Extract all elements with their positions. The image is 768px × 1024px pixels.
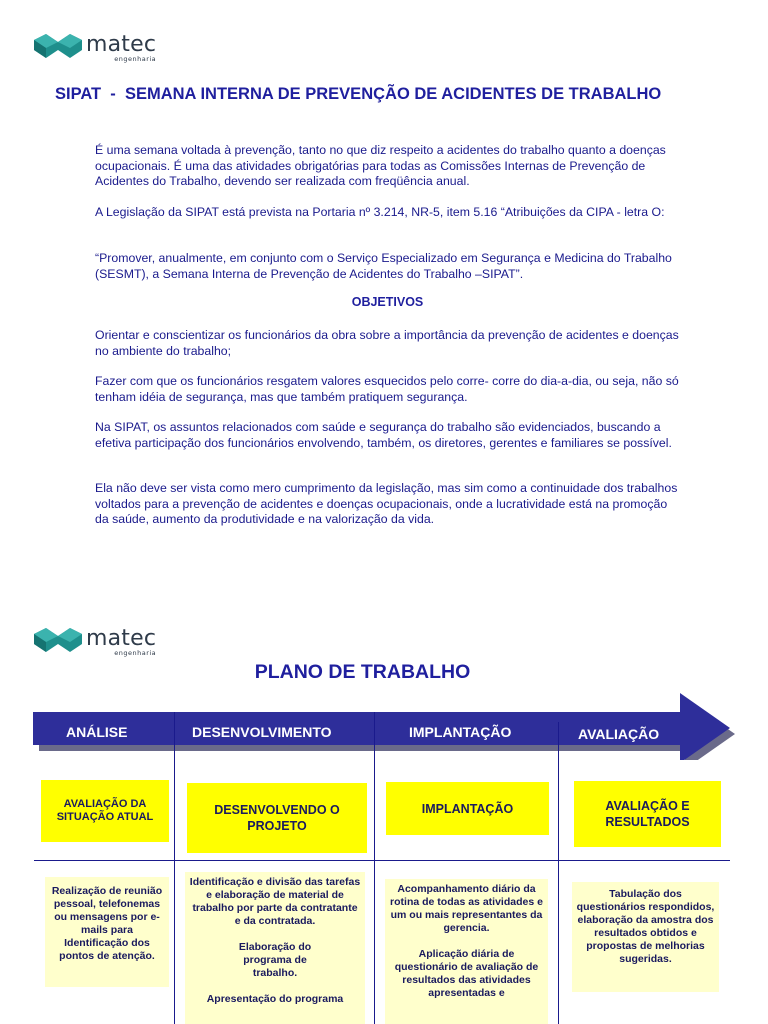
detail-analise-text: Realização de reunião pessoal, telefonemas ou mensagens por e-mails para Identificação dos pontos de atenção.	[51, 885, 163, 962]
detail-desenv-text-1: Identificação e divisão das tarefas e elaboração de material de trabalho por parte da contratante e da contratada.	[189, 876, 361, 927]
detail-box-avaliacao	[572, 882, 719, 992]
intro-paragraph-3: “Promover, anualmente, em conjunto com o Serviço Especializado em Segurança e Medicina do Trabalho (SESMT), a Semana Interna de Prevenção de Acidentes do Trabalho –SIPAT”.	[95, 251, 672, 281]
phase-analise: ANÁLISE	[66, 724, 128, 740]
phase-avaliacao: AVALIAÇÃO	[578, 726, 660, 742]
phase-implantacao: IMPLANTAÇÃO	[409, 724, 512, 740]
intro-paragraph-1: É uma semana voltada à prevenção, tanto no que diz respeito a acidentes do trabalho quanto a doenças ocupacionais. É uma das atividades obrigatórias para todas as Comissões Internas de Prevenção de Acidentes do Trabalho, devendo ser realizada com freqüência anual.	[95, 143, 666, 188]
detail-desenv-text-3: Apresentação do programa	[206, 993, 344, 1005]
logo-wordmark-2: matec	[86, 626, 157, 651]
step-box-implantacao: IMPLANTAÇÃO	[386, 782, 549, 835]
detail-impl-text-2: Aplicação diária de questionário de avaliação de resultados das atividades apresentadas e	[394, 948, 539, 999]
detail-desenv-text-2: Elaboração do programa de trabalho.	[238, 941, 312, 979]
detail-aval-text: Tabulação dos questionários respondidos, elaboração da amostra dos resultados obtidos e propostas de melhorias sugeridas.	[576, 888, 715, 965]
matec-logo	[34, 34, 156, 63]
logo-subtitle-2: engenharia	[114, 649, 157, 657]
intro-paragraph-2: A Legislação da SIPAT está prevista na Portaria nº 3.214, NR-5, item 5.16 “Atribuições da CIPA - letra O:	[95, 205, 665, 219]
detail-box-desenvolvimento	[185, 872, 365, 1024]
row-divider	[34, 860, 730, 861]
matec-logo-icon	[34, 34, 82, 62]
objective-paragraph-1: Orientar e conscientizar os funcionários da obra sobre a importância da prevenção de acidentes e doenças no ambiente do trabalho;	[95, 328, 679, 358]
objectives-heading: OBJETIVOS	[351, 295, 424, 309]
matec-logo-icon-2	[34, 628, 82, 656]
column-divider	[558, 722, 559, 1024]
objective-paragraph-4: Ela não deve ser vista como mero cumprimento da legislação, mas sim como a continuidade dos trabalhos voltados para a prevenção de acidentes e doenças ocupacionais, onde a lucratividade está na promoção da saúde, aumento da produtividade e na valorização da vida.	[95, 481, 678, 526]
step-box-desenvolvimento: DESENVOLVENDO O PROJETO	[187, 783, 367, 853]
detail-box-implantacao	[385, 879, 548, 1024]
step-box-avaliacao: AVALIAÇÃO E RESULTADOS	[574, 781, 721, 847]
logo-wordmark: matec	[86, 32, 157, 57]
objective-paragraph-2: Fazer com que os funcionários resgatem valores esquecidos pelo corre- corre do dia-a-dia, ou seja, não só tenham idéia de segurança, mas que também pratiquem segurança.	[95, 374, 679, 404]
plan-title: PLANO DE TRABALHO	[254, 661, 471, 683]
logo-subtitle: engenharia	[114, 55, 157, 63]
matec-logo-2	[34, 628, 156, 657]
detail-impl-text-1: Acompanhamento diário da rotina de todas as atividades e um ou mais representantes da gerencia.	[390, 883, 543, 934]
page-title: SIPAT - SEMANA INTERNA DE PREVENÇÃO DE ACIDENTES DE TRABALHO	[55, 85, 662, 103]
phase-desenvolvimento: DESENVOLVIMENTO	[192, 724, 332, 740]
column-divider	[374, 712, 375, 1024]
objective-paragraph-3: Na SIPAT, os assuntos relacionados com saúde e segurança do trabalho são evidenciados, buscando a efetiva participação dos funcionários envolvendo, também, os diretores, gerentes e familiares se possível.	[95, 420, 672, 450]
detail-box-analise	[45, 877, 169, 987]
column-divider	[174, 712, 175, 1024]
step-box-analise: AVALIAÇÃO DA SITUAÇÃO ATUAL	[41, 780, 169, 842]
